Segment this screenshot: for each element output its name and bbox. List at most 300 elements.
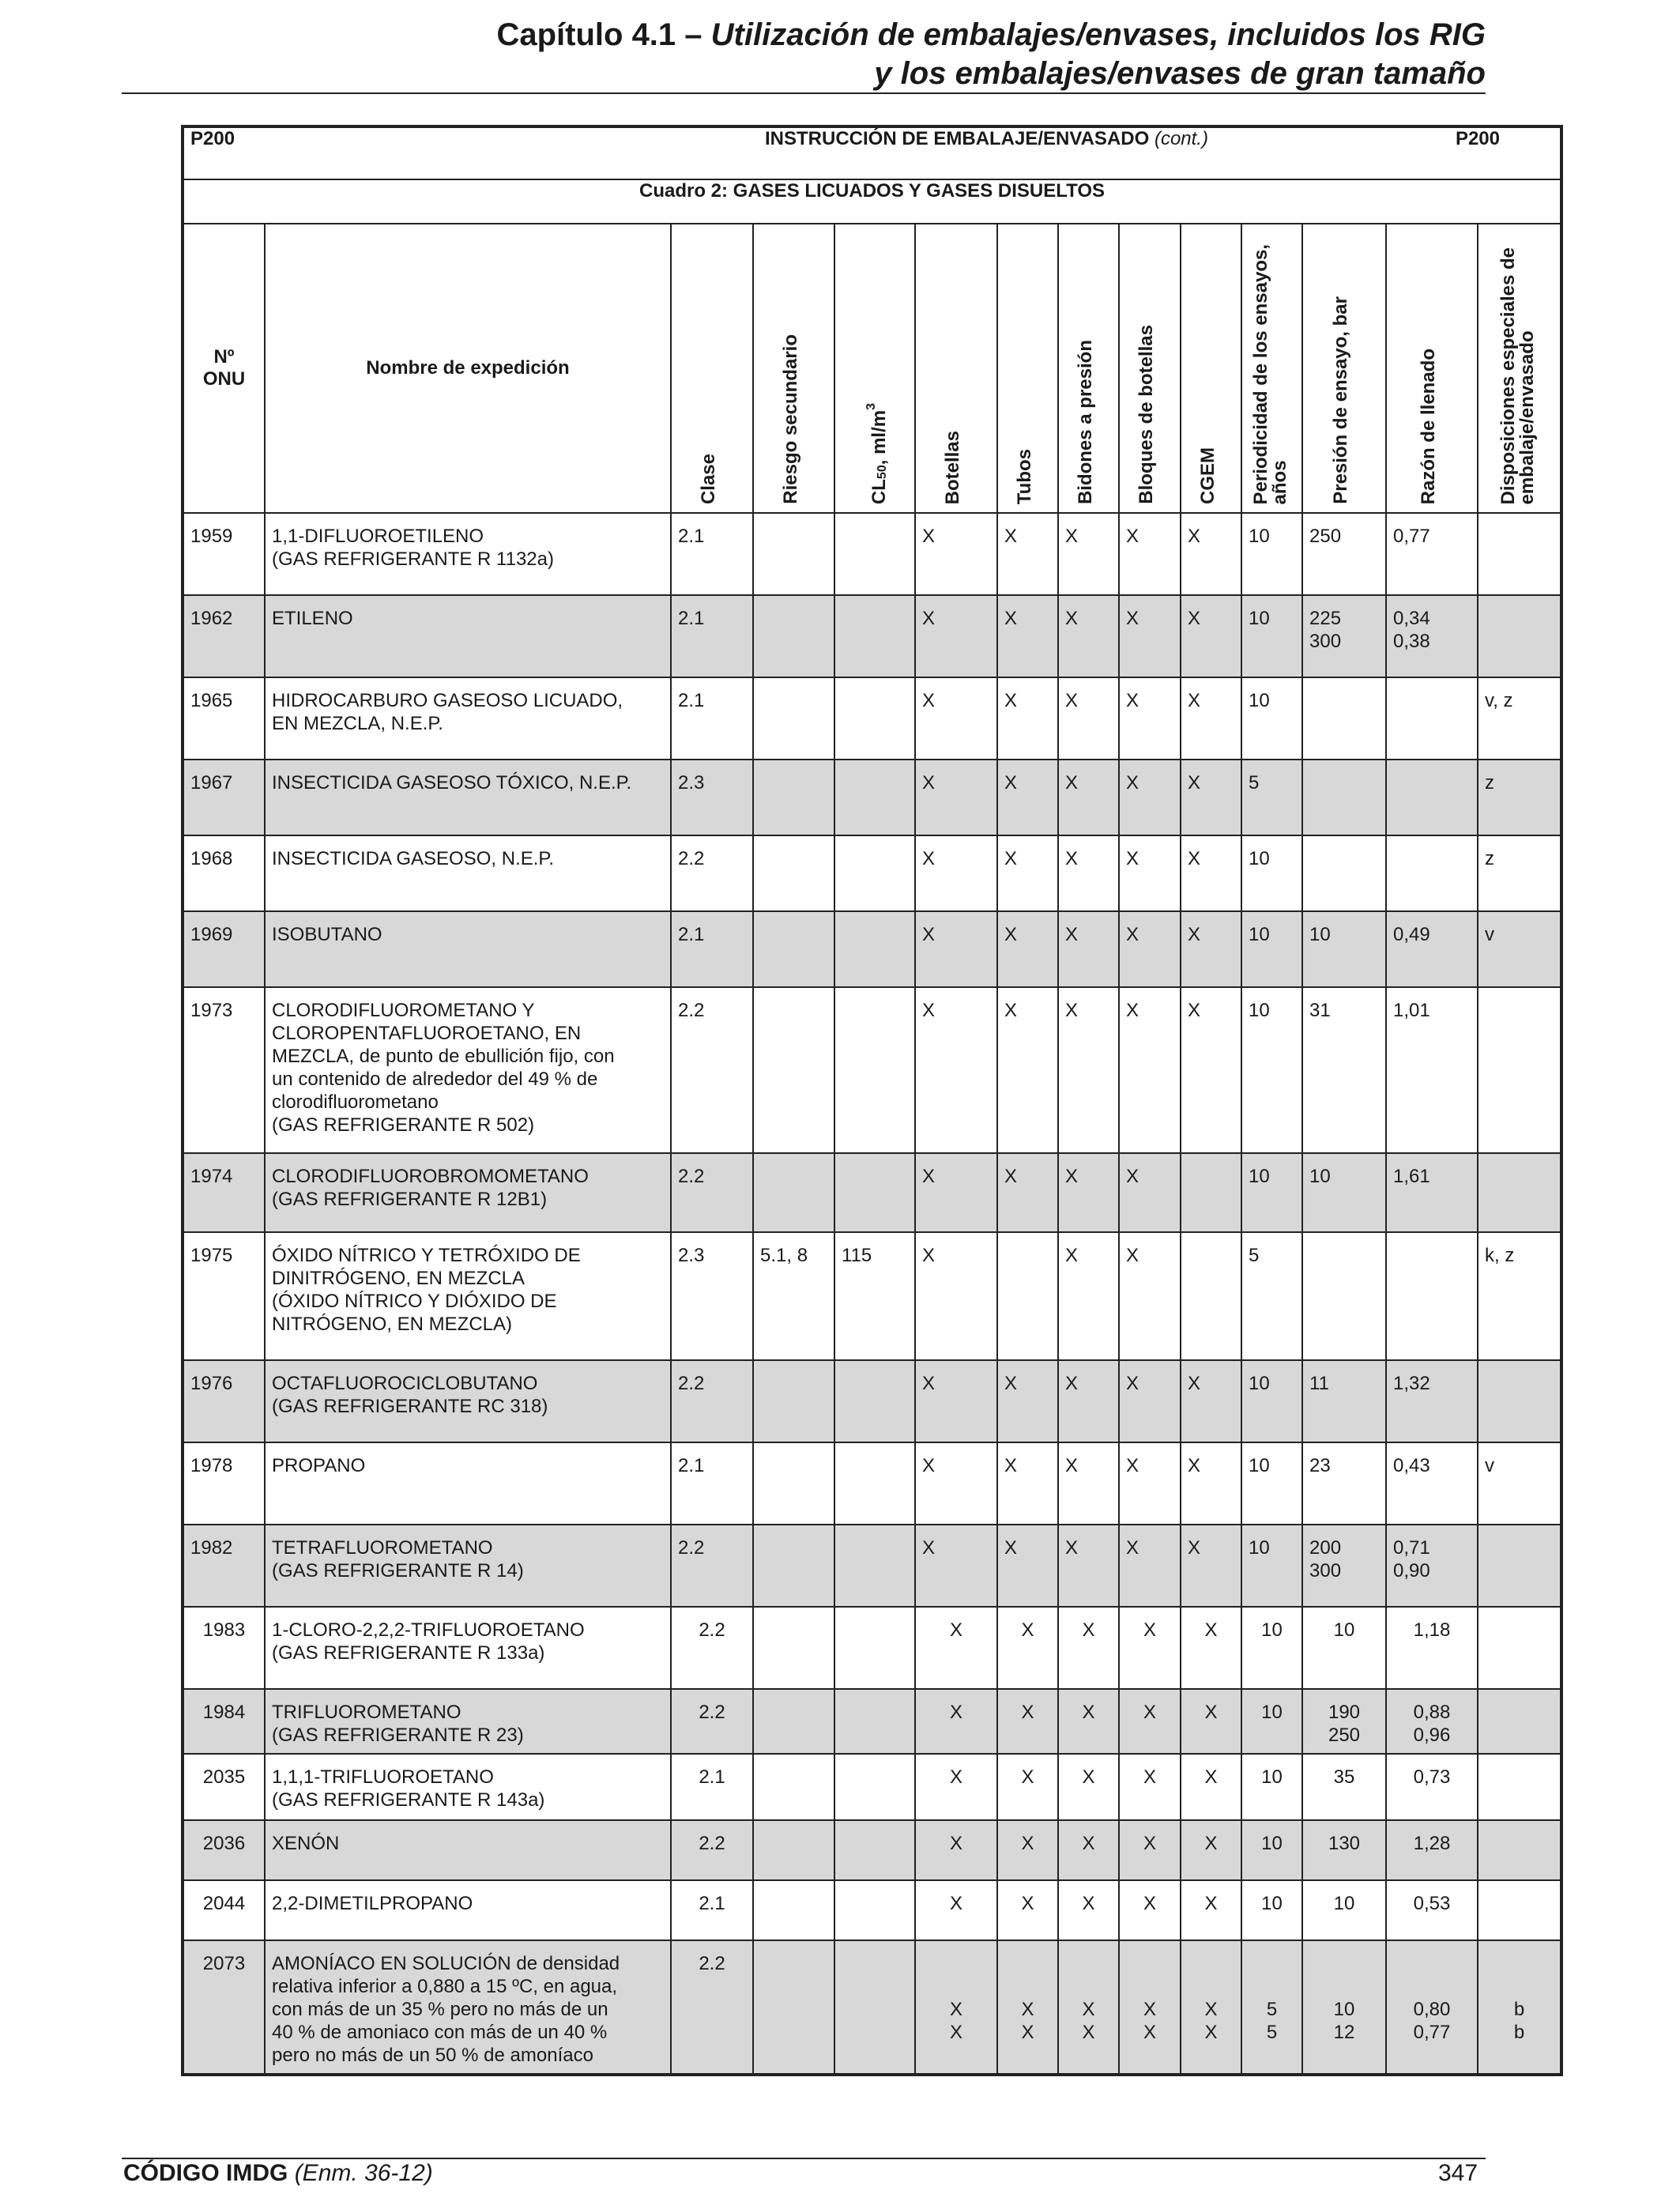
cell-un-number: 1976 — [183, 1360, 265, 1442]
cell-tubes: X — [997, 595, 1058, 677]
cell-filling-ratio: 1,01 — [1386, 987, 1478, 1153]
cell-bundles: X — [1119, 1525, 1181, 1607]
col-header-lc50 — [834, 224, 915, 513]
cell-lc50 — [834, 1880, 915, 1940]
cell-pressure-drums: X — [1058, 595, 1119, 677]
footer-amendment: (Enm. 36-12) — [294, 2160, 433, 2186]
cell-cylinders: X — [915, 1153, 997, 1232]
cell-tubes: X — [997, 1820, 1058, 1880]
cell-test-pressure: 10 — [1302, 911, 1386, 987]
cell-filling-ratio — [1386, 760, 1478, 835]
cell-un-number: 1982 — [183, 1525, 265, 1607]
cell-shipping-name: 1,1,1-TRIFLUOROETANO (GAS REFRIGERANTE R 143a) — [265, 1754, 671, 1820]
cell-test-pressure: 190 250 — [1302, 1689, 1386, 1754]
cell-cylinders: X — [915, 1820, 997, 1880]
cell-filling-ratio: 0,88 0,96 — [1386, 1689, 1478, 1754]
cell-cylinders: X — [915, 1525, 997, 1607]
cell-tubes: X — [997, 1754, 1058, 1820]
cell-pressure-drums: X — [1058, 1820, 1119, 1880]
instruction-header-row — [183, 126, 1561, 179]
cell-tubes: X — [997, 677, 1058, 760]
cell-pressure-drums: X — [1058, 1360, 1119, 1442]
cell-test-period: 10 — [1241, 1360, 1302, 1442]
cell-un-number: 1984 — [183, 1689, 265, 1754]
cell-bundles: X — [1119, 760, 1181, 835]
col-header-class — [671, 224, 753, 513]
cell-bundles: X — [1119, 1607, 1181, 1689]
col-header-special-provisions-text — [1499, 247, 1537, 505]
cell-test-pressure — [1302, 760, 1386, 835]
cell-bundles: X — [1119, 1360, 1181, 1442]
cell-filling-ratio — [1386, 677, 1478, 760]
cell-test-pressure: 10 12 — [1302, 1940, 1386, 2075]
cell-tubes: X — [997, 1525, 1058, 1607]
cell-pressure-drums: X — [1058, 835, 1119, 911]
col-header-bundles — [1119, 224, 1181, 513]
cell-pressure-drums: X — [1058, 1153, 1119, 1232]
chapter-number: Capítulo 4.1 – — [496, 17, 703, 52]
cell-shipping-name: 1-CLORO-2,2,2-TRIFLUOROETANO (GAS REFRIGERANTE R 133a) — [265, 1607, 671, 1689]
cell-bundles: X — [1119, 835, 1181, 911]
cell-subsidiary-risk — [753, 1360, 834, 1442]
col-header-megc-text: CGEM — [1196, 447, 1219, 504]
cell-special-provisions — [1478, 1820, 1561, 1880]
cell-tubes: X X — [997, 1940, 1058, 2075]
header-rule — [122, 92, 1486, 94]
cell-lc50 — [834, 1607, 915, 1689]
cell-test-period: 10 — [1241, 911, 1302, 987]
cell-un-number: 2035 — [183, 1754, 265, 1820]
cell-test-pressure: 10 — [1302, 1880, 1386, 1940]
cell-subsidiary-risk — [753, 1940, 834, 2075]
cell-special-provisions: k, z — [1478, 1232, 1561, 1360]
cell-special-provisions — [1478, 595, 1561, 677]
cell-special-provisions — [1478, 1360, 1561, 1442]
cell-megc: X — [1181, 677, 1241, 760]
cell-pressure-drums: X — [1058, 1689, 1119, 1754]
cell-cylinders: X — [915, 595, 997, 677]
cell-tubes: X — [997, 911, 1058, 987]
cell-shipping-name: ÓXIDO NÍTRICO Y TETRÓXIDO DE DINITRÓGENO, EN MEZCLA (ÓXIDO NÍTRICO Y DIÓXIDO DE NITRÓGENO, EN MEZCLA) — [265, 1232, 671, 1360]
cell-test-pressure: 250 — [1302, 513, 1386, 595]
cell-filling-ratio: 1,28 — [1386, 1820, 1478, 1880]
cell-test-pressure — [1302, 1232, 1386, 1360]
cell-un-number: 1962 — [183, 595, 265, 677]
col-header-un-number-line2: ONU — [202, 368, 246, 390]
cell-special-provisions: b b — [1478, 1940, 1561, 2075]
cell-special-provisions — [1478, 1754, 1561, 1820]
cell-lc50 — [834, 1820, 915, 1880]
table-row — [183, 1607, 1561, 1689]
cell-tubes: X — [997, 1442, 1058, 1525]
col-header-test-pressure — [1302, 224, 1386, 513]
cell-cylinders: X — [915, 1607, 997, 1689]
cell-lc50 — [834, 911, 915, 987]
cell-special-provisions — [1478, 1525, 1561, 1607]
col-header-name: Nombre de expedición — [265, 224, 671, 513]
table-row — [183, 677, 1561, 760]
cell-special-provisions: v — [1478, 1442, 1561, 1525]
column-header-row — [183, 224, 1561, 513]
cell-special-provisions — [1478, 1153, 1561, 1232]
cell-megc: X — [1181, 987, 1241, 1153]
cell-pressure-drums: X — [1058, 677, 1119, 760]
cell-pressure-drums: X — [1058, 987, 1119, 1153]
cell-test-pressure — [1302, 835, 1386, 911]
table-subtitle-row — [183, 179, 1561, 224]
cell-subsidiary-risk — [753, 677, 834, 760]
cell-tubes: X — [997, 1607, 1058, 1689]
cell-megc: X — [1181, 513, 1241, 595]
cell-class: 2.1 — [671, 513, 753, 595]
lc50-superscript: 3 — [864, 402, 878, 410]
cell-pressure-drums: X — [1058, 1232, 1119, 1360]
cell-test-period: 10 — [1241, 1880, 1302, 1940]
packing-instruction-table — [181, 125, 1563, 2076]
cell-un-number: 2073 — [183, 1940, 265, 2075]
cell-un-number: 1978 — [183, 1442, 265, 1525]
col-header-subsidiary-risk-text: Riesgo secundario — [779, 334, 801, 504]
chapter-title-line1: Utilización de embalajes/envases, incluidos los RIG — [710, 17, 1486, 52]
cell-test-period: 10 — [1241, 1820, 1302, 1880]
table-row — [183, 1153, 1561, 1232]
cell-bundles: X — [1119, 987, 1181, 1153]
cell-pressure-drums: X — [1058, 1754, 1119, 1820]
cell-pressure-drums: X — [1058, 1442, 1119, 1525]
col-header-pressure-drums — [1058, 224, 1119, 513]
cell-test-period: 10 — [1241, 1153, 1302, 1232]
cell-shipping-name: HIDROCARBURO GASEOSO LICUADO, EN MEZCLA, N.E.P. — [265, 677, 671, 760]
cell-bundles: X — [1119, 1880, 1181, 1940]
cell-cylinders: X — [915, 760, 997, 835]
cell-cylinders: X — [915, 1880, 997, 1940]
cell-pressure-drums: X — [1058, 1525, 1119, 1607]
cell-shipping-name: 1,1-DIFLUOROETILENO (GAS REFRIGERANTE R 1132a) — [265, 513, 671, 595]
table-row — [183, 1754, 1561, 1820]
cell-class: 2.2 — [671, 987, 753, 1153]
cell-tubes: X — [997, 1360, 1058, 1442]
cell-class: 2.1 — [671, 911, 753, 987]
cell-un-number: 1973 — [183, 987, 265, 1153]
cell-cylinders: X — [915, 987, 997, 1153]
cell-class: 2.1 — [671, 1754, 753, 1820]
cell-megc: X X — [1181, 1940, 1241, 2075]
test-period-line1: Periodicidad de los ensayos, — [1249, 243, 1271, 504]
cell-test-period: 10 — [1241, 1525, 1302, 1607]
cell-megc: X — [1181, 1360, 1241, 1442]
footer-title — [123, 2160, 433, 2187]
cell-subsidiary-risk — [753, 1153, 834, 1232]
instruction-code-left: P200 — [183, 126, 671, 179]
cell-cylinders: X — [915, 1232, 997, 1360]
cell-shipping-name: TRIFLUOROMETANO (GAS REFRIGERANTE R 23) — [265, 1689, 671, 1754]
lc50-unit: , ml/m — [868, 409, 890, 466]
table-row — [183, 513, 1561, 595]
cell-filling-ratio — [1386, 1232, 1478, 1360]
special-provisions-line1: Disposiciones especiales de — [1497, 247, 1519, 504]
col-header-test-period-text — [1249, 243, 1290, 504]
cell-un-number: 1967 — [183, 760, 265, 835]
cell-subsidiary-risk — [753, 835, 834, 911]
cell-megc: X — [1181, 1754, 1241, 1820]
col-header-un-number — [183, 224, 265, 513]
col-header-subsidiary-risk — [753, 224, 834, 513]
cell-lc50 — [834, 987, 915, 1153]
cell-shipping-name: ETILENO — [265, 595, 671, 677]
cell-un-number: 2044 — [183, 1880, 265, 1940]
cell-subsidiary-risk — [753, 513, 834, 595]
cell-bundles: X — [1119, 513, 1181, 595]
cell-test-pressure: 11 — [1302, 1360, 1386, 1442]
cell-shipping-name: CLORODIFLUOROMETANO Y CLOROPENTAFLUOROETANO, EN MEZCLA, de punto de ebullición fijo, con un contenido de alrededor del 49 % de clorodifluorometano (GAS REFRIGERANTE R 502) — [265, 987, 671, 1153]
cell-pressure-drums: X — [1058, 513, 1119, 595]
cell-megc: X — [1181, 835, 1241, 911]
cell-megc: X — [1181, 1880, 1241, 1940]
cell-test-period: 10 — [1241, 835, 1302, 911]
cell-bundles: X — [1119, 595, 1181, 677]
cell-un-number: 2036 — [183, 1820, 265, 1880]
cell-subsidiary-risk — [753, 1442, 834, 1525]
cell-pressure-drums: X X — [1058, 1940, 1119, 2075]
cell-cylinders: X — [915, 1360, 997, 1442]
cell-test-pressure: 200 300 — [1302, 1525, 1386, 1607]
cell-lc50 — [834, 1754, 915, 1820]
cell-test-period: 10 — [1241, 1607, 1302, 1689]
cell-test-pressure — [1302, 677, 1386, 760]
cell-cylinders: X — [915, 911, 997, 987]
cell-shipping-name: 2,2-DIMETILPROPANO — [265, 1880, 671, 1940]
cell-class: 2.2 — [671, 835, 753, 911]
cell-test-period: 5 — [1241, 760, 1302, 835]
cell-cylinders: X — [915, 1442, 997, 1525]
cell-tubes: X — [997, 1880, 1058, 1940]
col-header-class-text: Clase — [698, 453, 719, 504]
table-body — [183, 513, 1561, 2075]
cell-megc: X — [1181, 1525, 1241, 1607]
cell-megc: X — [1181, 1442, 1241, 1525]
col-header-tubes-text: Tubos — [1013, 448, 1035, 504]
cell-pressure-drums: X — [1058, 1607, 1119, 1689]
cell-test-period: 10 — [1241, 1689, 1302, 1754]
cell-tubes: X — [997, 513, 1058, 595]
cell-special-provisions: z — [1478, 760, 1561, 835]
cell-shipping-name: INSECTICIDA GASEOSO TÓXICO, N.E.P. — [265, 760, 671, 835]
cell-subsidiary-risk: 5.1, 8 — [753, 1232, 834, 1360]
cell-bundles: X — [1119, 1153, 1181, 1232]
table-row — [183, 1820, 1561, 1880]
cell-shipping-name: PROPANO — [265, 1442, 671, 1525]
cell-subsidiary-risk — [753, 760, 834, 835]
instruction-cont: (cont.) — [1154, 128, 1208, 149]
cell-filling-ratio: 1,61 — [1386, 1153, 1478, 1232]
col-header-test-pressure-text: Presión de ensayo, bar — [1330, 296, 1351, 504]
cell-shipping-name: ISOBUTANO — [265, 911, 671, 987]
cell-special-provisions: v, z — [1478, 677, 1561, 760]
cell-class: 2.2 — [671, 1525, 753, 1607]
chapter-title-line2: y los embalajes/envases de gran tamaño — [874, 56, 1486, 91]
cell-cylinders: X — [915, 513, 997, 595]
cell-pressure-drums: X — [1058, 760, 1119, 835]
cell-subsidiary-risk — [753, 1880, 834, 1940]
cell-special-provisions: v — [1478, 911, 1561, 987]
cell-megc: X — [1181, 1607, 1241, 1689]
table-row — [183, 1940, 1561, 2075]
cell-test-period: 5 — [1241, 1232, 1302, 1360]
cell-cylinders: X X — [915, 1940, 997, 2075]
table-row — [183, 911, 1561, 987]
cell-lc50 — [834, 760, 915, 835]
cell-test-pressure: 225 300 — [1302, 595, 1386, 677]
cell-cylinders: X — [915, 835, 997, 911]
cell-megc — [1181, 1232, 1241, 1360]
cell-shipping-name: INSECTICIDA GASEOSO, N.E.P. — [265, 835, 671, 911]
cell-lc50 — [834, 1940, 915, 2075]
cell-shipping-name: AMONÍACO EN SOLUCIÓN de densidad relativa inferior a 0,880 a 15 ºC, en agua, con más de un 35 % pero no más de un 40 % de amoniaco con más de un 40 % pero no más de un 50 % de amoníaco — [265, 1940, 671, 2075]
lc50-subscript: 50 — [876, 465, 889, 479]
cell-class: 2.1 — [671, 595, 753, 677]
cell-bundles: X — [1119, 911, 1181, 987]
cell-class: 2.1 — [671, 1880, 753, 1940]
cell-bundles: X X — [1119, 1940, 1181, 2075]
cell-filling-ratio: 1,32 — [1386, 1360, 1478, 1442]
cell-tubes — [997, 1232, 1058, 1360]
cell-class: 2.2 — [671, 1607, 753, 1689]
cell-shipping-name: XENÓN — [265, 1820, 671, 1880]
cell-subsidiary-risk — [753, 987, 834, 1153]
col-header-cylinders — [915, 224, 997, 513]
cell-filling-ratio: 0,43 — [1386, 1442, 1478, 1525]
cell-un-number: 1965 — [183, 677, 265, 760]
cell-test-pressure: 35 — [1302, 1754, 1386, 1820]
cell-class: 2.1 — [671, 677, 753, 760]
cell-class: 2.2 — [671, 1153, 753, 1232]
cell-filling-ratio: 1,18 — [1386, 1607, 1478, 1689]
cell-class: 2.2 — [671, 1689, 753, 1754]
cell-lc50 — [834, 513, 915, 595]
cell-megc: X — [1181, 1820, 1241, 1880]
cell-lc50 — [834, 1525, 915, 1607]
test-period-line2: años — [1268, 459, 1290, 504]
cell-bundles: X — [1119, 1754, 1181, 1820]
cell-un-number: 1968 — [183, 835, 265, 911]
cell-cylinders: X — [915, 1689, 997, 1754]
cell-test-period: 10 — [1241, 513, 1302, 595]
cell-test-period: 10 — [1241, 677, 1302, 760]
cell-test-pressure: 10 — [1302, 1607, 1386, 1689]
lc50-prefix: CL — [868, 479, 890, 504]
cell-class: 2.3 — [671, 760, 753, 835]
table-row — [183, 760, 1561, 835]
cell-megc: X — [1181, 911, 1241, 987]
col-header-filling-ratio-text: Razón de llenado — [1418, 348, 1439, 504]
cell-megc — [1181, 1153, 1241, 1232]
cell-un-number: 1975 — [183, 1232, 265, 1360]
cell-cylinders: X — [915, 677, 997, 760]
cell-class: 2.2 — [671, 1360, 753, 1442]
cell-filling-ratio: 0,49 — [1386, 911, 1478, 987]
cell-filling-ratio: 0,34 0,38 — [1386, 595, 1478, 677]
col-header-cylinders-text: Botellas — [942, 430, 963, 504]
cell-class: 2.2 — [671, 1940, 753, 2075]
instruction-title — [671, 126, 1302, 179]
cell-subsidiary-risk — [753, 1754, 834, 1820]
cell-pressure-drums: X — [1058, 911, 1119, 987]
cell-bundles: X — [1119, 1442, 1181, 1525]
col-header-un-number-line1: Nº — [213, 346, 235, 368]
cell-test-period: 5 5 — [1241, 1940, 1302, 2075]
col-header-special-provisions — [1478, 224, 1561, 513]
cell-tubes: X — [997, 987, 1058, 1153]
cell-filling-ratio — [1386, 835, 1478, 911]
table-row — [183, 1880, 1561, 1940]
cell-filling-ratio: 0,71 0,90 — [1386, 1525, 1478, 1607]
table-row — [183, 1442, 1561, 1525]
table-row — [183, 987, 1561, 1153]
special-provisions-line2: embalaje/envasado — [1516, 330, 1538, 504]
cell-test-period: 10 — [1241, 987, 1302, 1153]
cell-subsidiary-risk — [753, 1525, 834, 1607]
table-row — [183, 1232, 1561, 1360]
cell-lc50 — [834, 835, 915, 911]
cell-lc50 — [834, 1689, 915, 1754]
cell-lc50 — [834, 1153, 915, 1232]
col-header-tubes — [997, 224, 1058, 513]
cell-class: 2.2 — [671, 1820, 753, 1880]
cell-lc50 — [834, 677, 915, 760]
page-number: 347 — [1438, 2160, 1478, 2186]
table-row — [183, 1525, 1561, 1607]
cell-special-provisions — [1478, 1880, 1561, 1940]
cell-subsidiary-risk — [753, 1820, 834, 1880]
cell-lc50 — [834, 1442, 915, 1525]
cell-test-pressure: 130 — [1302, 1820, 1386, 1880]
col-header-pressure-drums-text: Bidones a presión — [1074, 339, 1096, 504]
cell-filling-ratio: 0,80 0,77 — [1386, 1940, 1478, 2075]
cell-special-provisions — [1478, 513, 1561, 595]
cell-test-period: 10 — [1241, 595, 1302, 677]
footer-code-title: CÓDIGO IMDG — [123, 2160, 288, 2186]
cell-pressure-drums: X — [1058, 1880, 1119, 1940]
cell-special-provisions — [1478, 987, 1561, 1153]
cell-un-number: 1969 — [183, 911, 265, 987]
cell-shipping-name: TETRAFLUOROMETANO (GAS REFRIGERANTE R 14) — [265, 1525, 671, 1607]
chapter-heading — [496, 16, 1486, 93]
cell-special-provisions: z — [1478, 835, 1561, 911]
instruction-title-text: INSTRUCCIÓN DE EMBALAJE/ENVASADO — [765, 128, 1150, 149]
cell-test-pressure: 31 — [1302, 987, 1386, 1153]
table-row — [183, 595, 1561, 677]
cell-shipping-name: CLORODIFLUOROBROMOMETANO (GAS REFRIGERANTE R 12B1) — [265, 1153, 671, 1232]
instruction-code-right: P200 — [1302, 126, 1561, 179]
col-header-test-period — [1241, 224, 1302, 513]
cell-test-pressure: 23 — [1302, 1442, 1386, 1525]
table-subtitle: Cuadro 2: GASES LICUADOS Y GASES DISUELTOS — [183, 179, 1561, 224]
cell-class: 2.1 — [671, 1442, 753, 1525]
cell-special-provisions — [1478, 1607, 1561, 1689]
cell-filling-ratio: 0,77 — [1386, 513, 1478, 595]
table-row — [183, 835, 1561, 911]
cell-filling-ratio: 0,73 — [1386, 1754, 1478, 1820]
cell-megc: X — [1181, 760, 1241, 835]
cell-test-period: 10 — [1241, 1442, 1302, 1525]
cell-lc50 — [834, 595, 915, 677]
cell-megc: X — [1181, 595, 1241, 677]
cell-special-provisions — [1478, 1689, 1561, 1754]
cell-subsidiary-risk — [753, 1689, 834, 1754]
cell-bundles: X — [1119, 1232, 1181, 1360]
cell-un-number: 1959 — [183, 513, 265, 595]
cell-tubes: X — [997, 1153, 1058, 1232]
